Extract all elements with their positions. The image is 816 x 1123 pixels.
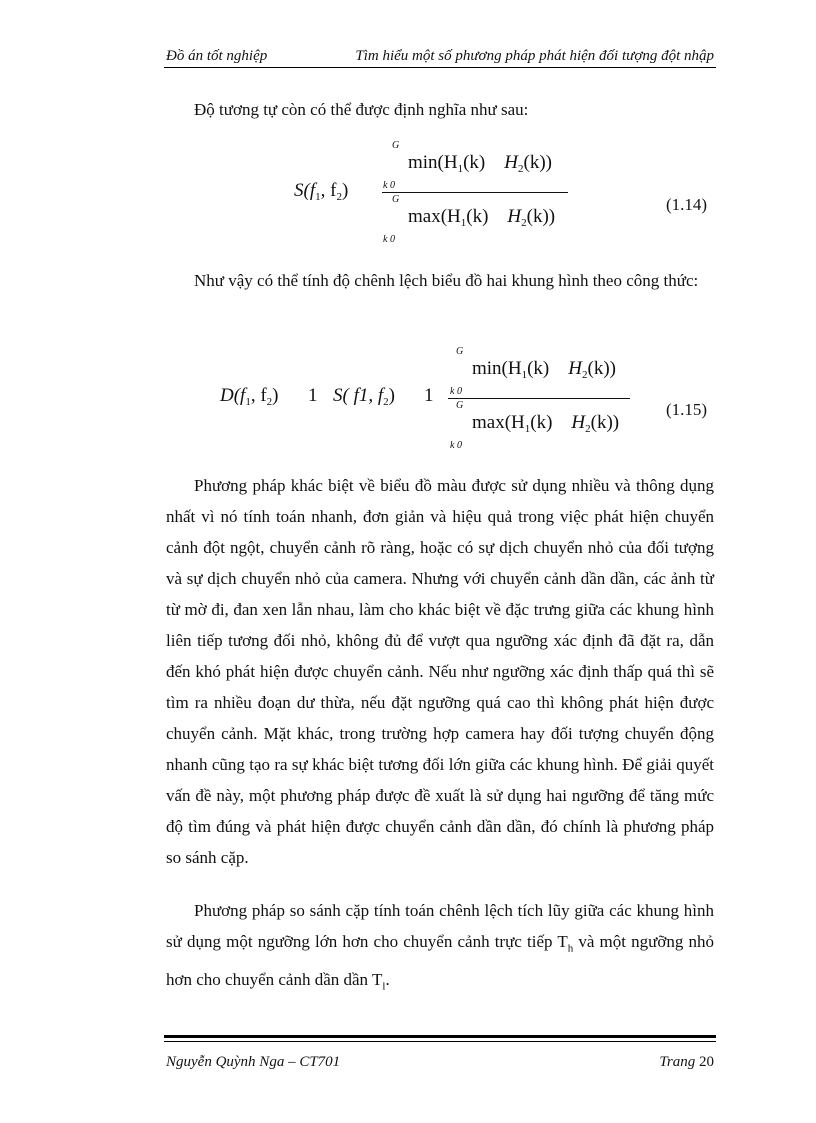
- eq2-den-lower-limit: k 0: [450, 440, 462, 451]
- eq2-num-lower-limit: k 0: [450, 386, 462, 397]
- eq1-numerator: $\min(H_1(k)$ $H_2(k)$): [408, 152, 552, 175]
- eq2-fraction-bar: [448, 398, 630, 399]
- footer-rule-thin: [164, 1041, 716, 1042]
- eq1-num-lower-limit: k 0: [383, 180, 395, 191]
- footer-author: Nguyễn Quỳnh Nga – CT701: [166, 1054, 341, 1070]
- eq1-denominator: $\max(H_1(k)$ $H_2(k)$): [408, 206, 556, 229]
- footer-rule-thick: [164, 1035, 716, 1038]
- eq2-one-b: 1: [424, 385, 434, 406]
- header-right: Tìm hiểu một số phương pháp phát hiện đối tượng đột nhập: [355, 48, 714, 64]
- page-number: 20: [699, 1054, 714, 1070]
- eq1-num-upper-limit: G: [392, 140, 400, 151]
- eq2-one-a: 1: [308, 385, 318, 406]
- eq2-lhs: $D(f_1$, $f_2$): [220, 385, 279, 408]
- eq2-den-upper-limit: G: [456, 400, 464, 411]
- eq2-s-term: S( f1, $f_2$): [333, 385, 395, 408]
- footer-page: Trang 20: [659, 1054, 714, 1070]
- eq2-number: (1.15): [666, 400, 708, 419]
- lead-paragraph: Như vậy có thể tính độ chênh lệch biểu đồ hai khung hình theo công thức:: [194, 271, 699, 290]
- page-footer: [166, 1054, 714, 1076]
- eq1-lhs: $S(f_1$, $f_2$): [294, 180, 349, 203]
- body-paragraph-2: Phương pháp so sánh cặp tính toán chênh lệch tích lũy giữa các khung hình sử dụng một ngưỡng lớn hơn cho chuyển cảnh trực tiếp $T_h$ và một ngưỡng nhỏ hơn cho chuyển cảnh dần dần $T_l$.: [166, 901, 714, 993]
- eq1-number: (1.14): [666, 195, 708, 214]
- body-paragraph-1: Phương pháp khác biệt về biểu đồ màu được sử dụng nhiều và thông dụng nhất vì nó tính toán nhanh, đơn giản và hiệu quả trong việc phát hiện chuyển cảnh đột ngột, chuyển cảnh rõ ràng, hoặc có sự dịch chuyển nhỏ của đối tượng và sự dịch chuyển nhỏ của camera. Nhưng với chuyển cảnh dần dần, các ảnh từ từ mờ đi, đan xen lẫn nhau, làm cho khác biệt về đặc trưng giữa các khung hình liên tiếp tương đối nhỏ, không đủ để vượt qua ngưỡng xác định đã đặt ra, dẫn đến khó phát hiện được chuyển cảnh. Nếu như ngưỡng xác định thấp quá thì sẽ tìm ra nhiều đoạn dư thừa, nếu đặt ngưỡng quá cao thì không phát hiện được chuyển cảnh. Mặt khác, trong trường hợp camera hay đối tượng chuyển động nhanh cũng tạo ra sự khác biệt tương đối lớn giữa các khung hình. Để giải quyết vấn đề này, một phương pháp được đề xuất là sử dụng hai ngưỡng để tăng mức độ tìm đúng và phát hiện được chuyển cảnh dần dần, đó chính là phương pháp so sánh cặp.: [166, 476, 714, 867]
- eq2-denominator: $\max(H_1(k)$ $H_2(k)$): [472, 412, 620, 435]
- header-left: Đồ án tốt nghiệp: [166, 48, 268, 64]
- eq1-den-lower-limit: k 0: [383, 234, 395, 245]
- eq2-numerator: $\min(H_1(k)$ $H_2(k)$): [472, 358, 616, 381]
- equation-1-15: [0, 0, 816, 470]
- eq2-num-upper-limit: G: [456, 346, 464, 357]
- intro-paragraph: Độ tương tự còn có thể được định nghĩa như sau:: [194, 100, 529, 119]
- eq1-den-upper-limit: G: [392, 194, 400, 205]
